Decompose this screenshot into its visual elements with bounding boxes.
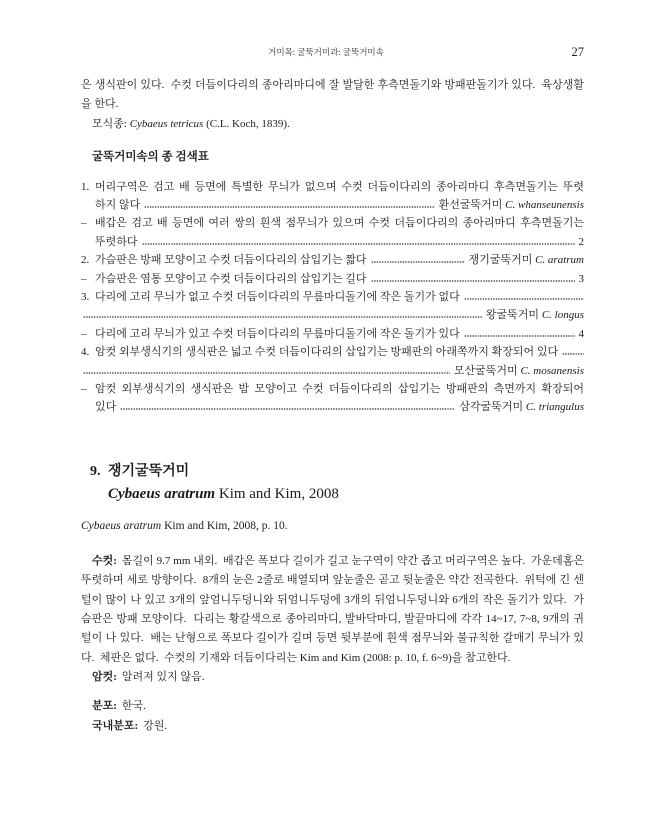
dot-leader <box>120 408 455 410</box>
key-line <box>95 270 584 288</box>
key-line <box>83 306 584 324</box>
key-line: 머리구역은 검고 배 등면에 특별한 무늬가 없으며 수컷 더듬이다리의 종아리마디 후측면돌기는 뚜렷 <box>95 180 584 193</box>
key-marker: – <box>81 272 87 285</box>
female-label: 암컷: <box>92 671 117 684</box>
key-couplet-1 <box>81 178 584 215</box>
key-marker: 4. <box>81 346 90 359</box>
dot-leader <box>371 261 465 263</box>
key-result-step: 3 <box>578 272 584 285</box>
species-scientific-name: Cybaeus aratrum <box>108 485 216 502</box>
key-line <box>95 343 584 361</box>
key-line: 암컷 외부생식기의 생식판은 밤 모양이고 수컷 더듬이다리의 삽입기는 방패판의 측면까지 확장되어 <box>95 382 584 395</box>
key-result <box>454 362 584 380</box>
key-result <box>439 196 584 214</box>
distribution-label: 분포: <box>92 700 117 713</box>
key-marker: 3. <box>81 290 90 303</box>
species-number: 9. <box>90 463 101 479</box>
female-text: 알려져 있지 않음. <box>121 671 205 684</box>
citation-name: Cybaeus aratrum <box>81 519 162 532</box>
key-couplet-4 <box>81 343 584 380</box>
key-line-text: 가슴판은 염통 모양이고 수컷 더듬이다리의 삽입기는 길다 <box>95 272 367 285</box>
dot-leader <box>464 298 584 300</box>
key-line: 배갑은 검고 배 등면에 여러 쌍의 흰색 점무늬가 있으며 수컷 더듬이다리의 종아리마디 후측면돌기는 <box>95 217 584 230</box>
genus-description <box>81 76 584 115</box>
domestic-distribution <box>81 717 584 736</box>
key-marker: – <box>81 327 87 340</box>
key-result-korean-name: 모산굴뚝거미 <box>453 364 518 377</box>
page-body <box>81 76 587 736</box>
key-couplet-1-alternative <box>81 214 584 251</box>
key-result-step: 4 <box>578 327 584 340</box>
key-couplet-4-alternative <box>81 380 584 417</box>
key-line-text: 하지 않다 <box>95 199 141 212</box>
key-line <box>95 398 584 416</box>
key-result-scientific-name: C. triangulus <box>525 401 584 414</box>
key-line <box>95 325 584 343</box>
key-marker: – <box>81 217 87 230</box>
synonymy-citation <box>81 517 584 536</box>
key-result <box>459 398 584 416</box>
key-result-scientific-name: C. longus <box>541 309 584 322</box>
key-result-scientific-name: C. mosanensis <box>520 364 584 377</box>
key-couplet-2 <box>81 251 584 269</box>
distribution <box>81 697 584 716</box>
key-result-scientific-name: C. whanseunensis <box>505 199 584 212</box>
key-result-korean-name: 왕굴뚝거미 <box>485 309 540 322</box>
type-species-label: 모식종: <box>92 117 127 130</box>
key-couplet-3-alternative <box>81 325 584 343</box>
dot-leader <box>142 243 575 245</box>
species-scientific-heading <box>81 483 584 505</box>
key-result-korean-name: 삼각굴뚝거미 <box>459 401 524 414</box>
key-title: 굴뚝거미속의 종 검색표 <box>92 151 209 164</box>
key-line-text: 다리에 고리 무늬가 없고 수컷 더듬이다리의 무릎마디돌기에 작은 돌기가 없다 <box>95 290 460 303</box>
distribution-text: 한국. <box>121 700 146 713</box>
key-marker: 2. <box>81 254 90 267</box>
key-result-step: 2 <box>578 235 584 248</box>
dot-leader <box>83 316 482 318</box>
key-result-scientific-name: C. aratrum <box>535 254 584 267</box>
key-couplet-2-alternative <box>81 270 584 288</box>
dot-leader <box>464 335 575 337</box>
male-text: 몸길이 9.7 mm 내외. 배갑은 폭보다 길이가 길고 눈구역이 약간 좁고 머리구역은 높다. 가운데홈은 뚜렷하며 세로 방향이다. 8개의 눈은 2줄로 배열되며 앞눈줄은 곧고 뒷눈줄은 약간 전곡한다. 위턱에 긴 센털이 많이 나 있고 3개의 앞엄니두덩니와 뒤엄니두덩에 3개의 뒤엄니두덩니와 6개의 작은 돌기가 있다. 가슴판은 방패 모양이다. 다리는 황갈색으로 종아리마디, 발바닥마디, 발끝마디에 각각 14~17, 7~8, 9개의 귀털이 나 있다. 배는 난형으로 폭보다 길이가 길며 등면 뒷부분에 흰색 점무늬와 불규칙한 갈매기 무늬가 있다. 체판은 없다. 수컷의 기재와 더듬이다리는 Kim and Kim (2008: p. 10, f. 6~9)을 참고한다. <box>81 554 587 664</box>
key-line-text: 암컷 외부생식기의 생식판은 넓고 수컷 더듬이다리의 삽입기는 방패판의 아래쪽까지 확장되어 있다 <box>95 346 559 359</box>
species-authority: Kim and Kim, 2008 <box>218 485 339 502</box>
key-result <box>469 251 584 269</box>
key-couplet-3 <box>81 288 584 325</box>
dot-leader <box>83 372 450 374</box>
species-korean-name: 쟁기굴뚝거미 <box>108 463 190 479</box>
identification-key <box>81 178 584 417</box>
key-line-text: 뚜렷하다 <box>95 235 138 248</box>
citation-reference: Kim and Kim, 2008, p. 10. <box>164 519 288 532</box>
genus-description-text: 은 생식판이 있다. 수컷 더듬이다리의 종아리마디에 잘 발달한 후측면돌기와 방패판돌기가 있다. 육상생활을 한다. <box>81 79 584 111</box>
key-line <box>95 196 584 214</box>
key-line-text: 다리에 고리 무늬가 있고 수컷 더듬이다리의 무릎마디돌기에 작은 돌기가 있다 <box>95 327 460 340</box>
running-head: 거미목: 굴뚝거미과: 굴뚝거미속 <box>268 47 384 57</box>
dot-leader <box>371 280 575 282</box>
key-line <box>95 233 584 251</box>
domestic-distribution-label: 국내분포: <box>92 719 139 732</box>
key-line <box>83 362 584 380</box>
dot-leader <box>562 353 584 355</box>
domestic-distribution-text: 강원. <box>143 719 168 732</box>
key-line <box>95 251 584 269</box>
key-line <box>95 288 584 306</box>
type-species <box>81 115 584 134</box>
species-heading <box>81 461 584 483</box>
page-number: 27 <box>571 45 584 59</box>
key-result <box>486 306 584 324</box>
type-species-author: (C.L. Koch, 1839). <box>206 117 290 130</box>
key-line-text: 있다 <box>95 401 117 414</box>
male-description <box>81 552 587 668</box>
female-description <box>81 668 584 687</box>
key-marker: 1. <box>81 180 90 193</box>
male-label: 수컷: <box>92 554 117 567</box>
key-result-korean-name: 쟁기굴뚝거미 <box>468 254 533 267</box>
dot-leader <box>144 206 434 208</box>
type-species-name: Cybaeus tetricus <box>129 117 204 130</box>
key-line-text: 가슴판은 방패 모양이고 수컷 더듬이다리의 삽입기는 짧다 <box>95 254 367 267</box>
key-result-korean-name: 환선굴뚝거미 <box>438 199 503 212</box>
key-marker: – <box>81 382 87 395</box>
